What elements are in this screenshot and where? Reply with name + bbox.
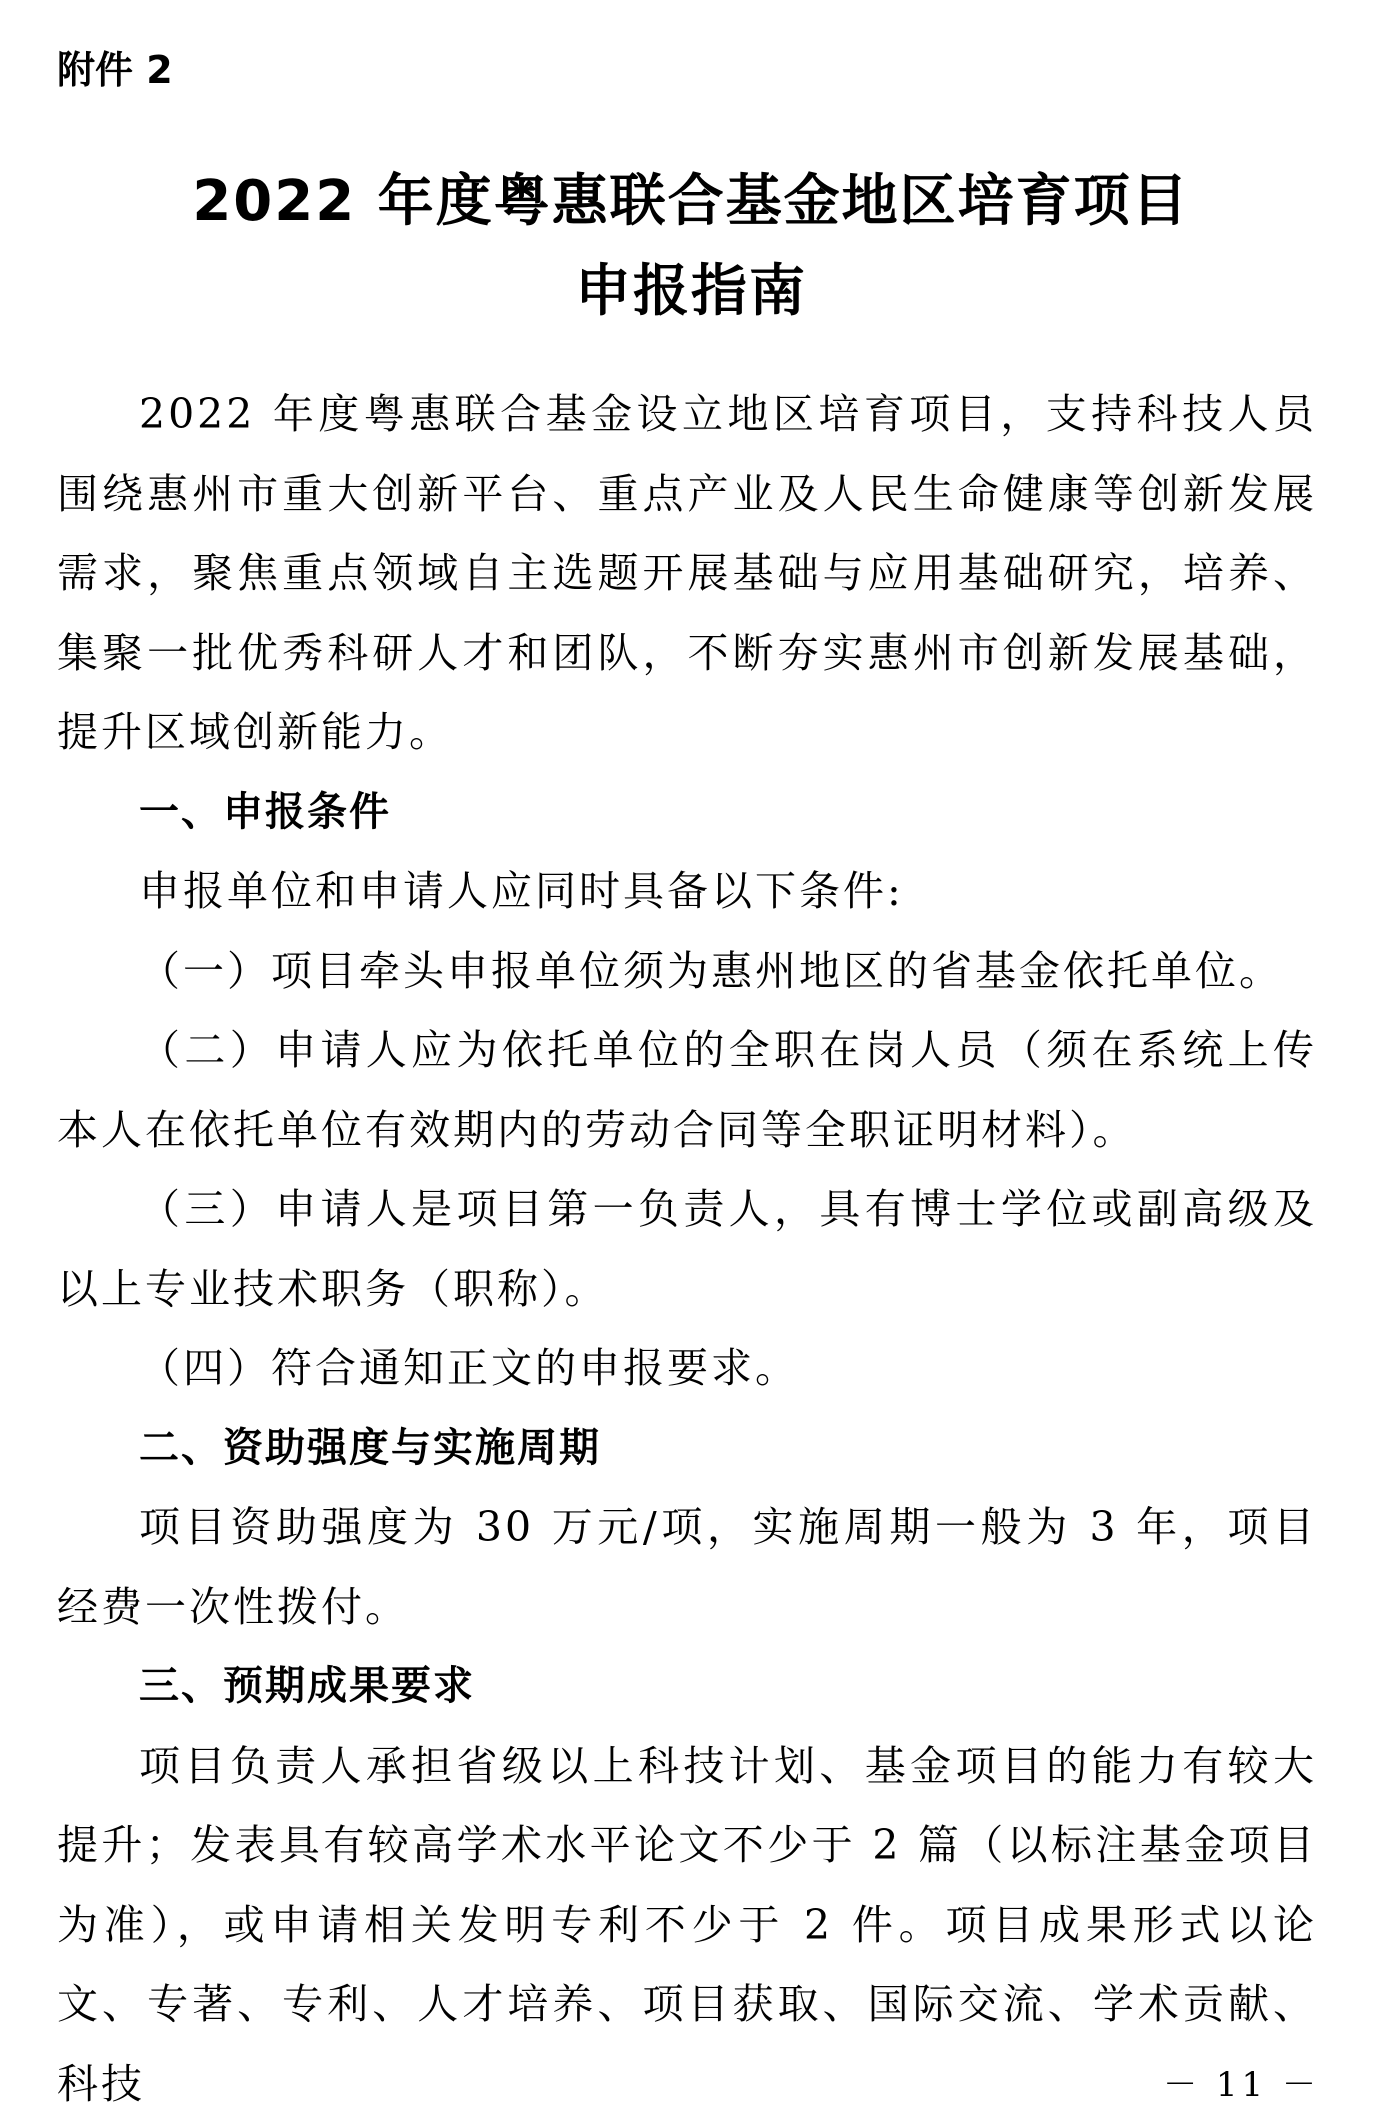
section-1-item-3: （三）申请人是项目第一负责人，具有博士学位或副高级及以上专业技术职务（职称）。 (57, 1170, 1317, 1329)
section-3-heading: 三、预期成果要求 (57, 1647, 1317, 1727)
section-1-item-1: （一）项目牵头申报单位须为惠州地区的省基金依托单位。 (57, 932, 1317, 1012)
section-1-item-4: （四）符合通知正文的申报要求。 (57, 1329, 1317, 1409)
section-1-item-2: （二）申请人应为依托单位的全职在岗人员（须在系统上传本人在依托单位有效期内的劳动合同等全职证明材料）。 (57, 1011, 1317, 1170)
section-2-heading: 二、资助强度与实施周期 (57, 1409, 1317, 1489)
document-body (57, 375, 1317, 2124)
page-number: － 11 － (1163, 2065, 1320, 2105)
section-1-heading: 一、申报条件 (57, 773, 1317, 853)
section-2-text: 项目资助强度为 30 万元/项，实施周期一般为 3 年，项目经费一次性拨付。 (57, 1488, 1317, 1647)
title-line-2: 申报指南 (0, 252, 1382, 332)
intro-paragraph: 2022 年度粤惠联合基金设立地区培育项目，支持科技人员围绕惠州市重大创新平台、重点产业及人民生命健康等创新发展需求，聚焦重点领域自主选题开展基础与应用基础研究，培养、集聚一批优秀科研人才和团队，不断夯实惠州市创新发展基础，提升区域创新能力。 (57, 375, 1317, 773)
section-1-lead: 申报单位和申请人应同时具备以下条件: (57, 852, 1317, 932)
title-line-1: 2022 年度粤惠联合基金地区培育项目 (0, 162, 1382, 242)
attachment-label: 附件 2 (57, 40, 173, 100)
section-3-text: 项目负责人承担省级以上科技计划、基金项目的能力有较大提升；发表具有较高学术水平论文不少于 2 篇（以标注基金项目为准），或申请相关发明专利不少于 2 件。项目成果形式以论文、专著、专利、人才培养、项目获取、国际交流、学术贡献、科技 (57, 1727, 1317, 2124)
